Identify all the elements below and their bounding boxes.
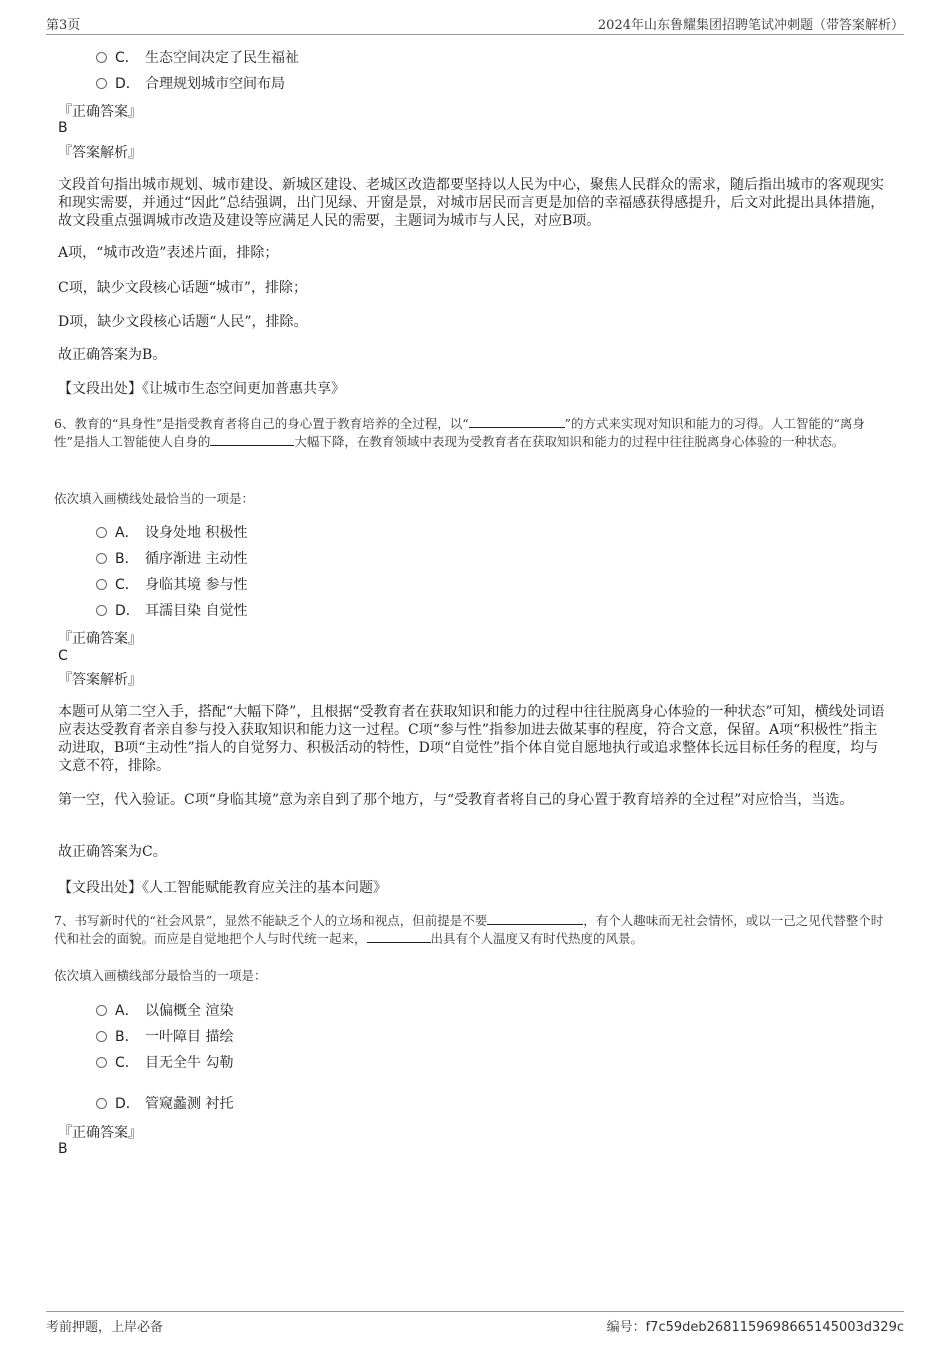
document-title: 2024年山东鲁耀集团招聘笔试冲刺题（带答案解析） — [597, 18, 904, 33]
radio-icon[interactable] — [96, 1005, 107, 1016]
q5-conclusion: 故正确答案为B。 — [58, 347, 167, 363]
fill-blank — [469, 415, 565, 428]
q5-option-c[interactable]: C． 生态空间决定了民生福祉 — [96, 48, 299, 68]
radio-icon[interactable] — [96, 78, 107, 89]
fill-blank — [487, 912, 583, 925]
radio-icon[interactable] — [96, 1057, 107, 1068]
q6-question: 6、教育的“具身性”是指受教育者将自己的身心置于教育培养的全过程，以“ ”的方式来实现对知识和能力的习得。人工智能的“离身性”是指人工智能使人自身的 大幅下降，在教育领域中表现为受教育者在获取知识和能力的过程中往往脱离身心体验的一种状态。 — [54, 416, 865, 449]
q5-analysis-c: C项，缺少文段核心话题“城市”，排除； — [58, 280, 308, 296]
radio-icon[interactable] — [96, 579, 107, 590]
q7-prompt: 依次填入画横线部分最恰当的一项是： — [54, 968, 267, 983]
fill-blank — [367, 930, 431, 943]
q5-answer: B — [58, 120, 68, 136]
q7-option-d[interactable]: D． 管窥蠡测 衬托 — [96, 1094, 233, 1114]
q6-conclusion: 故正确答案为C。 — [58, 844, 167, 860]
page-header — [46, 12, 904, 35]
radio-icon[interactable] — [96, 527, 107, 538]
q6-option-b[interactable]: B． 循序渐进 主动性 — [96, 549, 247, 569]
q7-option-c[interactable]: C． 目无全牛 勾勒 — [96, 1053, 233, 1073]
q6-source: 【文段出处】《人工智能赋能教育应关注的基本问题》 — [58, 880, 387, 896]
q7-answer: B — [58, 1141, 68, 1157]
q7-option-b[interactable]: B． 一叶障目 描绘 — [96, 1027, 233, 1047]
correct-answer-label: 『正确答案』 — [58, 104, 142, 120]
q6-prompt: 依次填入画横线处最恰当的一项是： — [54, 491, 255, 506]
analysis-label: 『答案解析』 — [58, 672, 142, 688]
q5-option-d[interactable]: D． 合理规划城市空间布局 — [96, 74, 285, 94]
q7-question: 7、书写新时代的“社会风景”，显然不能缺乏个人的立场和视点，但前提是不要 ，有个人趣味而无社会情怀，或以一己之见代替整个时代和社会的面貌。而应是自觉地把个人与时代统一起来， 出具有个人温度又有时代热度的风景。 — [54, 913, 884, 946]
correct-answer-label: 『正确答案』 — [58, 1125, 142, 1141]
q6-option-a[interactable]: A． 设身处地 积极性 — [96, 523, 247, 543]
q5-analysis-main: 文段首句指出城市规划、城市建设、新城区建设、老城区改造都要坚持以人民为中心，聚焦人民群众的需求，随后指出城市的客观现实和现实需要，并通过“因此”总结强调，出门见绿、开窗是景，对城市居民而言更是加倍的幸福感获得感提升，后文对此提出具体措施，故文段重点强调城市改造及建设等应满足人民的需要，主题词为城市与人民，对应B项。 — [58, 177, 885, 229]
fill-blank — [210, 433, 294, 446]
radio-icon[interactable] — [96, 605, 107, 616]
q5-analysis-a: A项，“城市改造”表述片面，排除； — [58, 245, 279, 261]
radio-icon[interactable] — [96, 1098, 107, 1109]
footer-slogan: 考前押题，上岸必备 — [46, 1320, 164, 1335]
q5-analysis-d: D项，缺少文段核心话题“人民”，排除。 — [58, 314, 308, 330]
q5-source: 【文段出处】《让城市生态空间更加普惠共享》 — [58, 381, 345, 397]
radio-icon[interactable] — [96, 52, 107, 63]
correct-answer-label: 『正确答案』 — [58, 631, 142, 647]
page-footer — [46, 1311, 904, 1342]
q6-option-d[interactable]: D． 耳濡目染 自觉性 — [96, 601, 247, 621]
document-code: 编号：f7c59deb2681159698665145003d329c — [606, 1320, 904, 1335]
q6-answer: C — [58, 648, 68, 664]
q6-analysis-first-blank: 第一空，代入验证。C项“身临其境”意为亲自到了那个地方，与“受教育者将自己的身心置于教育培养的全过程”对应恰当，当选。 — [58, 792, 854, 808]
q7-option-a[interactable]: A． 以偏概全 渲染 — [96, 1001, 233, 1021]
radio-icon[interactable] — [96, 1031, 107, 1042]
page-number: 第3页 — [46, 18, 81, 33]
q6-analysis-main: 本题可从第二空入手，搭配“大幅下降”，且根据“受教育者在获取知识和能力的过程中往往脱离身心体验的一种状态”可知，横线处词语应表达受教育者亲自参与投入获取知识和能力这一过程。C项“参与性”指参加进去做某事的程度，符合文意，保留。A项“积极性”指主动进取，B项“主动性”指人的自觉努力、积极活动的特性，D项“自觉性”指个体自觉自愿地执行或追求整体长远目标任务的程度，均与文意不符，排除。 — [58, 704, 885, 774]
q6-option-c[interactable]: C． 身临其境 参与性 — [96, 575, 247, 595]
radio-icon[interactable] — [96, 553, 107, 564]
analysis-label: 『答案解析』 — [58, 145, 142, 161]
